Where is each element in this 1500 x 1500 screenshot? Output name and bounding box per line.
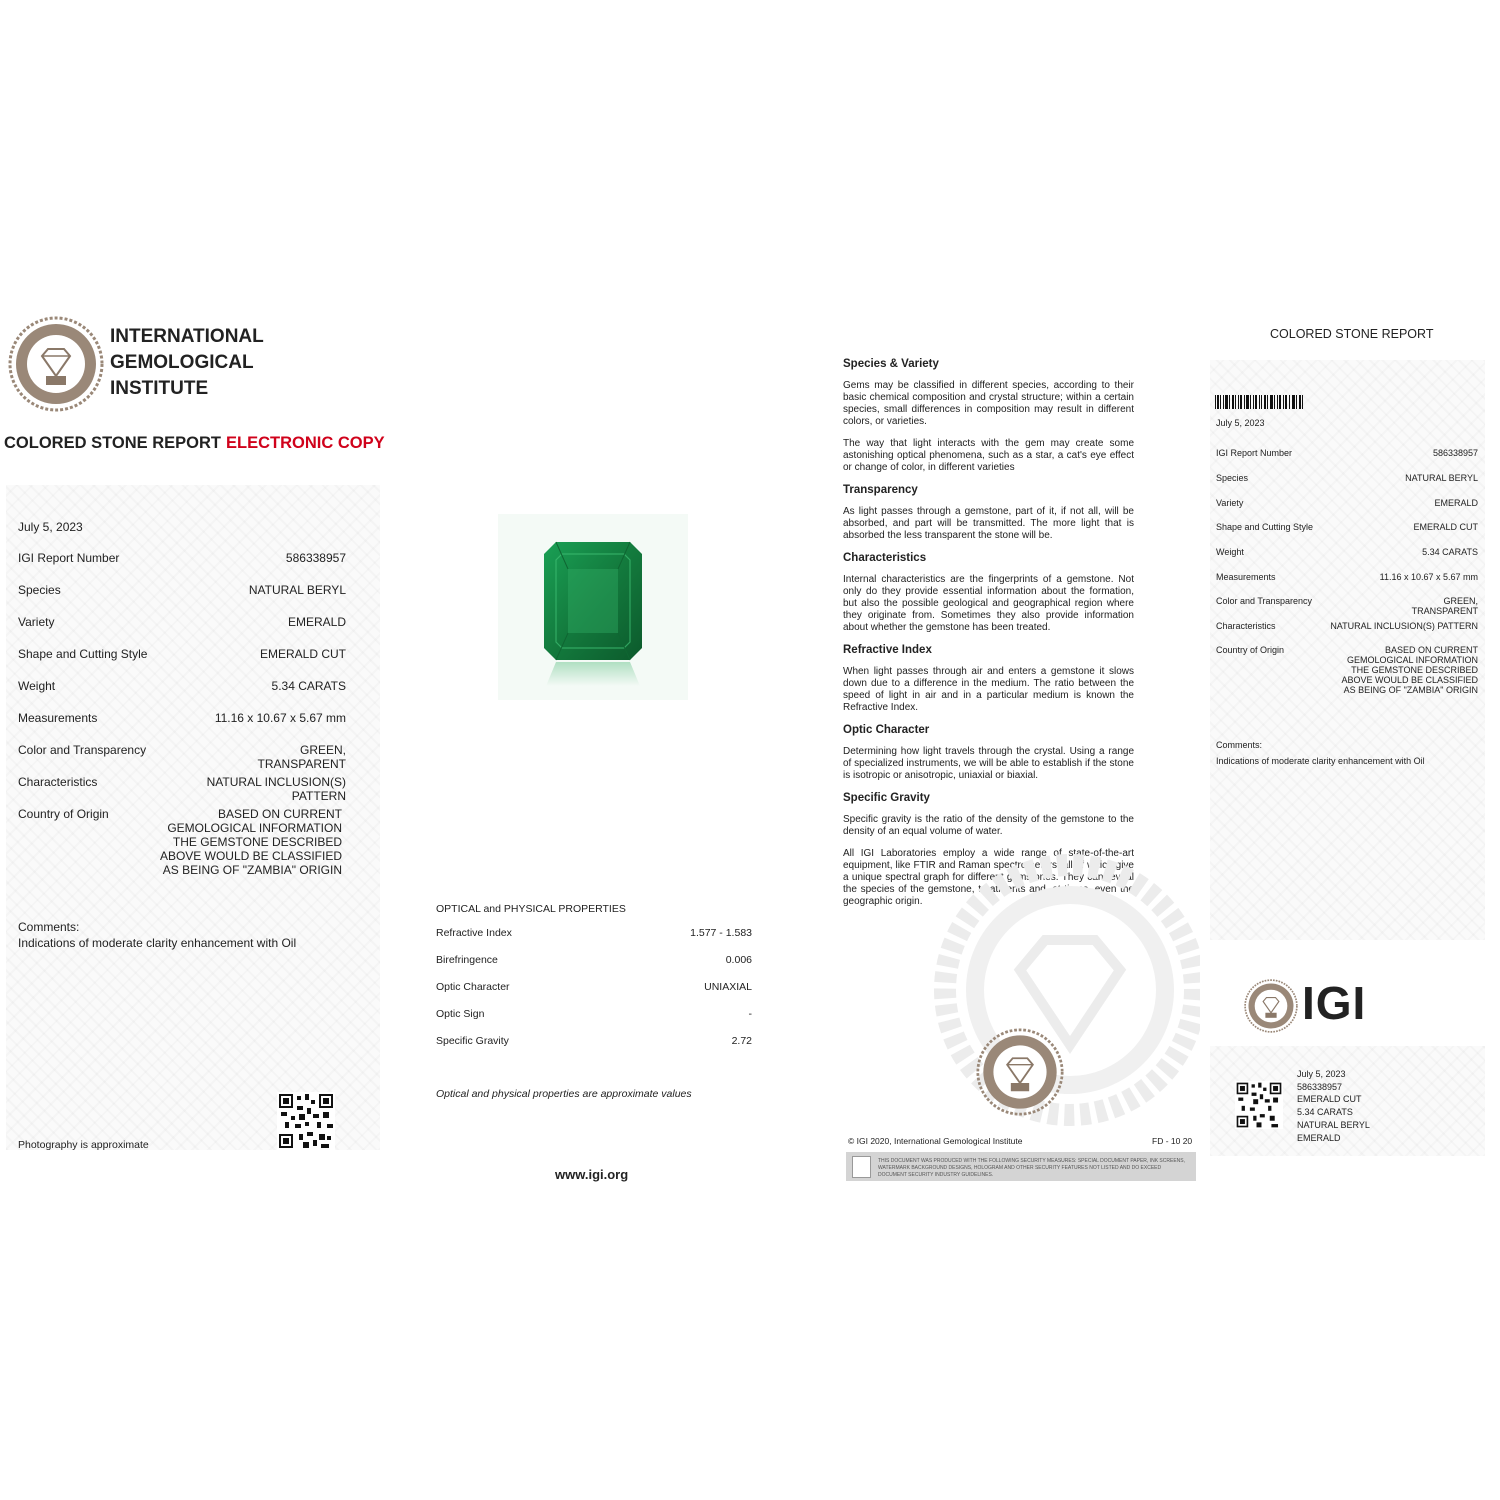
optical-label: Optic Character: [436, 981, 510, 993]
summary-label: Measurements: [1216, 572, 1276, 582]
card-line: July 5, 2023: [1297, 1069, 1346, 1079]
details-value: EMERALD: [287, 615, 346, 629]
emerald-gem-image: [498, 514, 688, 700]
details-label: Country of Origin: [18, 807, 109, 821]
glossary-heading: Species & Variety: [843, 358, 939, 370]
details-value: NATURAL INCLUSION(S) PATTERN: [206, 775, 346, 803]
summary-value: 11.16 x 10.67 x 5.67 mm: [1379, 572, 1478, 582]
optical-label: Optic Sign: [436, 1008, 485, 1020]
institute-name-line2: GEMOLOGICAL: [110, 352, 254, 373]
card-line: 5.34 CARATS: [1297, 1107, 1353, 1118]
optical-value: UNIAXIAL: [704, 981, 752, 993]
details-label: Weight: [18, 679, 56, 693]
glossary-section: [843, 724, 1134, 782]
comments-label: Comments:: [18, 920, 80, 934]
glossary-paragraph: Determining how light travels through the crystal. Using a range of specialized instruments, we will be able to establish if the stone is isotropic or anisotropic, uniaxial or biaxial.: [843, 746, 1134, 781]
summary-table: [1216, 448, 1478, 698]
summary-label: Country of Origin: [1216, 645, 1285, 655]
details-label: Shape and Cutting Style: [18, 647, 148, 661]
copyright-text: © IGI 2020, International Gemological Institute: [848, 1136, 1023, 1146]
optical-label: Refractive Index: [436, 927, 512, 939]
details-label: Characteristics: [18, 775, 98, 789]
qr-code-icon[interactable]: [1235, 1081, 1283, 1129]
institute-name-line3: INSTITUTE: [110, 378, 209, 399]
gem-photo: [498, 514, 688, 700]
glossary-paragraph: Internal characteristics are the fingerprints of a gemstone. Not only do they provide essential information about the formation, but also the possible geological and geographical region where they originate from. Sometimes they also provide information about whether the gemstone has been treated.: [843, 574, 1134, 633]
summary-title: COLORED STONE REPORT: [1270, 327, 1434, 341]
summary-value: EMERALD CUT: [1413, 522, 1478, 532]
glossary-paragraph: As light passes through a gemstone, part of it, if not all, will be absorbed, and part will be transmitted. The more light that is absorbed the less transparent the stone will be.: [843, 506, 1134, 541]
summary-label: Species: [1216, 473, 1249, 483]
glossary-heading: Specific Gravity: [843, 792, 930, 804]
summary-value: GREEN, TRANSPARENT: [1411, 596, 1478, 616]
optical-note: Optical and physical properties are approximate values: [436, 1088, 692, 1100]
summary-value: NATURAL INCLUSION(S) PATTERN: [1330, 621, 1478, 631]
glossary-paragraph: All IGI Laboratories employ a wide range of state-of-the-art equipment, like FTIR and Raman spectrometers, all of which give a unique spectral graph for different gemstones. They can reveal the species of the gemstone, treatments and, at times, even the geographic origin.: [843, 848, 1134, 907]
summary-value: NATURAL BERYL: [1405, 473, 1478, 483]
security-strip: [846, 1152, 1196, 1181]
institute-name: [110, 324, 264, 402]
optical-table: [436, 927, 752, 1057]
card-line: 586338957: [1297, 1081, 1343, 1092]
details-value: 5.34 CARATS: [271, 679, 346, 693]
optical-value: 1.577 - 1.583: [690, 927, 752, 939]
glossary-section: [843, 644, 1134, 714]
glossary-heading: Transparency: [843, 484, 918, 496]
summary-label: Variety: [1216, 498, 1244, 508]
details-table: [18, 551, 346, 891]
glossary-heading: Characteristics: [843, 552, 927, 564]
optical-label: Specific Gravity: [436, 1035, 509, 1047]
website-link[interactable]: www.igi.org: [555, 1167, 629, 1182]
details-value: NATURAL BERYL: [248, 583, 346, 597]
barcode-icon: [1215, 395, 1303, 409]
details-label: Variety: [18, 615, 55, 629]
glossary-section: [843, 552, 1134, 634]
details-label: Species: [18, 583, 61, 597]
photography-note: Photography is approximate: [18, 1139, 149, 1151]
summary-label: Color and Transparency: [1216, 596, 1313, 606]
summary-label: Shape and Cutting Style: [1216, 522, 1314, 532]
summary-value: BASED ON CURRENT GEMOLOGICAL INFORMATION THE GEMSTONE DESCRIBED ABOVE WOULD BE CLASSIFIED AS BEING OF "ZAMBIA" ORIGIN: [1341, 645, 1478, 695]
report-date: July 5, 2023: [18, 520, 83, 534]
igi-seal-center: [976, 1028, 1064, 1116]
optical-value: 2.72: [731, 1035, 752, 1047]
igi-seal-logo: [8, 316, 104, 412]
glossary-section: [843, 358, 1134, 474]
summary-card-lines: [1297, 1068, 1370, 1144]
details-value: GREEN, TRANSPARENT: [257, 743, 346, 771]
comments-text: Indications of moderate clarity enhancement with Oil: [18, 936, 297, 950]
card-line: EMERALD CUT: [1297, 1094, 1362, 1105]
optical-value: 0.006: [725, 954, 752, 966]
summary-value: 586338957: [1432, 448, 1478, 458]
institute-name-line1: INTERNATIONAL: [110, 326, 264, 347]
glossary-paragraph: When light passes through air and enters a gemstone it slows down due to a difference in the medium. The ratio between the speed of light in air and in a particular medium is known the Refractive Index.: [843, 666, 1134, 713]
glossary-paragraph: Specific gravity is the ratio of the density of the gemstone to the density of an equal volume of water.: [843, 814, 1134, 837]
optical-value: -: [748, 1008, 752, 1020]
igi-seal-small: [1244, 979, 1298, 1033]
summary-label: Weight: [1216, 547, 1244, 557]
summary-label: Characteristics: [1216, 621, 1276, 631]
summary-comments-label: Comments:: [1216, 740, 1263, 750]
summary-value: 5.34 CARATS: [1422, 547, 1478, 557]
details-label: Color and Transparency: [18, 743, 147, 757]
electronic-copy-label: ELECTRONIC COPY: [226, 434, 385, 452]
glossary-paragraph: The way that light interacts with the gem may create some astonishing optical phenomena, such as a star, a cat's eye effect or change of color, in different varieties: [843, 438, 1134, 473]
details-value: 586338957: [285, 551, 346, 565]
glossary-paragraph: Gems may be classified in different species, according to their basic chemical composition and crystal structure; within a certain species, small differences in composition may result in different colors, or varieties.: [843, 380, 1134, 427]
optical-title: OPTICAL and PHYSICAL PROPERTIES: [436, 903, 626, 915]
card-line: NATURAL BERYL: [1297, 1119, 1370, 1130]
igi-wordmark: IGI: [1302, 977, 1367, 1029]
document-icon: [852, 1156, 871, 1178]
summary-comments-text: Indications of moderate clarity enhancement with Oil: [1216, 756, 1425, 766]
summary-label: IGI Report Number: [1216, 448, 1293, 458]
details-value: EMERALD CUT: [259, 647, 346, 661]
glossary-section: [843, 484, 1134, 542]
glossary-heading: Refractive Index: [843, 644, 932, 656]
form-code: FD - 10 20: [1152, 1136, 1193, 1146]
security-note: THIS DOCUMENT WAS PRODUCED WITH THE FOLLOWING SECURITY MEASURES: SPECIAL DOCUMENT PAPER, INK SCREENS, WATERMARK BACKGROUND DESIGNS, HOLOGRAM AND OTHER SECURITY FEATURES NOT LISTED AND DO EXCEED DOCUMENT SECURITY INDUSTRY GUIDELINES.: [878, 1158, 1185, 1178]
glossary-heading: Optic Character: [843, 724, 930, 736]
details-value: BASED ON CURRENT GEMOLOGICAL INFORMATION THE GEMSTONE DESCRIBED ABOVE WOULD BE CLASSIFIED AS BEING OF "ZAMBIA" ORIGIN: [159, 807, 342, 877]
details-label: IGI Report Number: [18, 551, 120, 565]
qr-code-icon[interactable]: [277, 1092, 335, 1150]
card-line: EMERALD: [1297, 1132, 1341, 1143]
details-label: Measurements: [18, 711, 98, 725]
report-title: COLORED STONE REPORT: [4, 434, 221, 452]
summary-value: EMERALD: [1434, 498, 1478, 508]
details-value: 11.16 x 10.67 x 5.67 mm: [214, 711, 346, 725]
optical-label: Birefringence: [436, 954, 498, 966]
summary-date: July 5, 2023: [1216, 418, 1265, 428]
